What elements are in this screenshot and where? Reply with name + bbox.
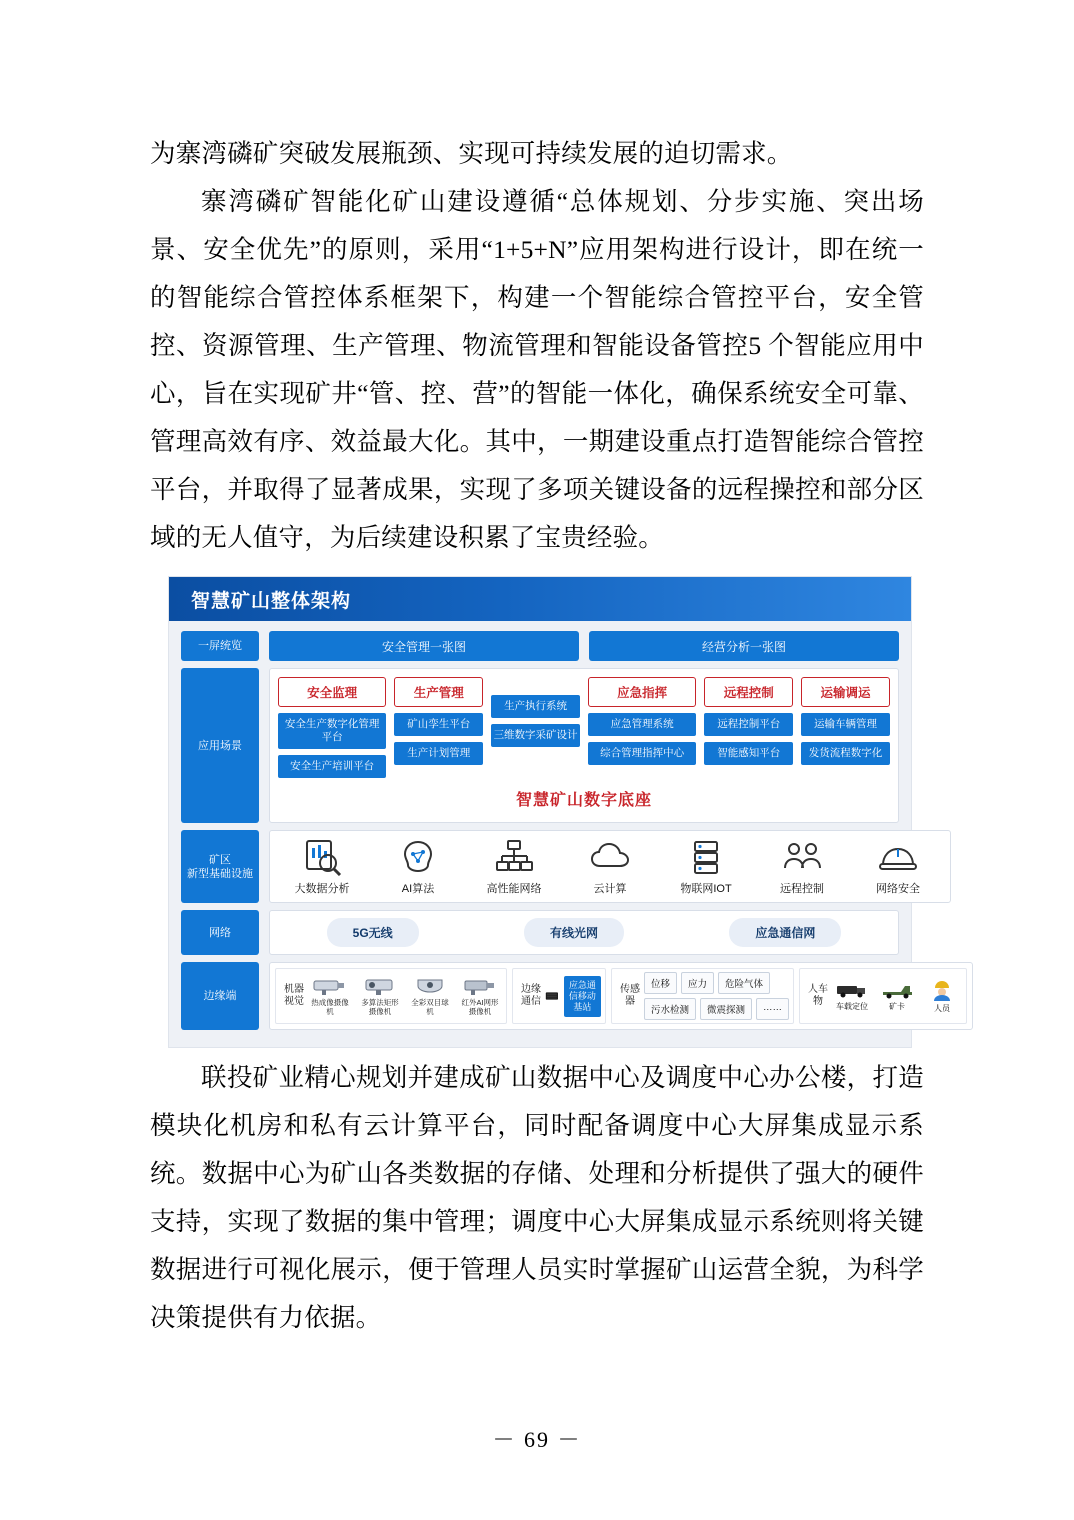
- app-col-production: [394, 677, 483, 778]
- dome-camera-icon: [360, 976, 400, 996]
- infra-item-cloud[interactable]: [562, 837, 658, 896]
- page-number: － 69 －: [492, 1427, 582, 1452]
- edge-row: [181, 962, 951, 1030]
- app-item[interactable]: 安全生产培训平台: [278, 755, 386, 778]
- network-row: [181, 910, 899, 955]
- app-item[interactable]: 综合管理指挥中心: [588, 742, 696, 765]
- edge-cell-vehicles: [799, 968, 967, 1024]
- sensor-item[interactable]: ……: [756, 998, 789, 1020]
- network-pill-emergency[interactable]: 应急通信网: [729, 918, 841, 947]
- app-item[interactable]: 生产执行系统: [491, 695, 580, 718]
- app-item[interactable]: 矿山孪生平台: [394, 713, 483, 736]
- figure-header: [169, 577, 911, 621]
- data-analysis-icon: [302, 837, 342, 877]
- worker[interactable]: [922, 979, 962, 1014]
- vehicle-label: 矿卡: [889, 1001, 906, 1011]
- architecture-figure: [168, 576, 951, 1048]
- paragraph-1: 为寨湾磷矿突破发展瓶颈、实现可持续发展的迫切需求。: [150, 139, 793, 168]
- infra-item-label: 云计算: [593, 883, 627, 895]
- sensor-item[interactable]: 应力: [681, 972, 714, 994]
- camera-label: 热成像摄像机: [311, 998, 349, 1016]
- app-head-production: 生产管理: [394, 677, 483, 707]
- overview-bar-business[interactable]: 经营分析一张图: [589, 631, 899, 661]
- ball-camera-icon: [410, 976, 450, 996]
- app-col-safety: [278, 677, 386, 778]
- app-item[interactable]: 三维数字采矿设计: [491, 724, 580, 747]
- app-col-remote: [704, 677, 793, 778]
- overview-row: [181, 631, 899, 661]
- edge-label: 边缘端: [181, 962, 259, 1030]
- infra-item-remote-control[interactable]: [754, 837, 850, 896]
- infra-item-cyber-security[interactable]: [850, 837, 946, 896]
- infrastructure-label: [181, 830, 259, 903]
- infra-item-ai-algorithm[interactable]: [370, 837, 466, 896]
- infrastructure-box: [269, 830, 951, 903]
- infrastructure-label-bottom: 新型基础设施: [187, 867, 253, 880]
- app-col-emergency: [588, 677, 696, 778]
- overview-label: 一屏统览: [181, 631, 259, 661]
- vehicle-locator[interactable]: [832, 981, 872, 1012]
- infra-item-label: 网络安全: [876, 883, 920, 895]
- digital-base-title: 智慧矿山数字底座: [515, 792, 652, 809]
- infrared-camera-icon: [460, 976, 500, 996]
- network-label: 网络: [181, 910, 259, 955]
- mine-truck[interactable]: [877, 981, 917, 1012]
- sensor-item[interactable]: 微震探测: [700, 998, 752, 1020]
- camera-dual-ball[interactable]: [408, 976, 452, 1016]
- app-head-spacer: [491, 677, 580, 689]
- app-head-remote: 远程控制: [704, 677, 793, 707]
- paragraph-2: 寨湾磷矿智能化矿山建设遵循“总体规划、分步实施、突出场景、安全优先”的原则，采用“1+5+N”应用架构进行设计，即在统一的智能综合管控体系框架下，构建一个智能综合管控平台，安全管控、资源管理、生产管理、物流管理和智能设备管控5 个智能应用中心，旨在实现矿井“管、控、营”的智能一体化，确保系统安全可靠、管理高效有序、效益最大化。其中，一期建设重点打造智能综合管控平台，并取得了显著成果，实现了多项关键设备的远程操控和部分区域的无人值守，为后续建设积累了宝贵经验。: [150, 187, 924, 552]
- infrastructure-label-top: 矿区: [209, 853, 231, 866]
- sensor-item[interactable]: 危险气体: [718, 972, 770, 994]
- infra-item-network[interactable]: [466, 837, 562, 896]
- edge-cell-sensors: [611, 968, 794, 1024]
- camera-multi-algorithm[interactable]: [358, 976, 402, 1016]
- app-head-emergency: 应急指挥: [588, 677, 696, 707]
- truck-icon: [834, 981, 870, 999]
- camera-label: 多算法矩形摄像机: [361, 998, 399, 1016]
- app-item[interactable]: 安全生产数字化管理平台: [278, 713, 386, 749]
- sensor-tag: 传感器: [620, 984, 641, 1007]
- mine-truck-icon: [879, 981, 915, 999]
- network-box: [269, 910, 899, 955]
- worker-icon: [930, 979, 954, 1001]
- server-icon: [686, 837, 726, 877]
- application-row: [181, 668, 899, 823]
- figure-body: [169, 621, 951, 1030]
- infra-item-label: 大数据分析: [294, 883, 350, 895]
- infra-item-label: 物联网IOT: [680, 883, 732, 895]
- edge-comm-tag: 边缘通信: [521, 984, 541, 1007]
- application-box: [269, 668, 899, 823]
- camera-label: 全彩双目球机: [411, 998, 449, 1016]
- app-col-production-2: [491, 677, 580, 778]
- infra-item-label: 远程控制: [780, 883, 824, 895]
- helmet-security-icon: [877, 837, 919, 877]
- edge-cell-communication: [512, 968, 606, 1024]
- network-pill-fiber[interactable]: 有线光网: [524, 918, 624, 947]
- edge-cell-vision: [275, 968, 507, 1024]
- sensor-item[interactable]: 位移: [644, 972, 677, 994]
- remote-control-icon: [780, 837, 824, 877]
- app-item[interactable]: 智能感知平台: [704, 742, 793, 765]
- network-topology-icon: [494, 837, 534, 877]
- camera-thermal[interactable]: [308, 976, 352, 1016]
- overview-bar-safety[interactable]: 安全管理一张图: [269, 631, 579, 661]
- page-content: [150, 130, 951, 1342]
- app-head-transport: 运输调运: [801, 677, 890, 707]
- app-col-transport: [801, 677, 890, 778]
- bullet-camera-icon: [310, 976, 350, 996]
- paragraph-3: 联投矿业精心规划并建成矿山数据中心及调度中心办公楼，打造模块化机房和私有云计算平台，同时配备调度中心大屏集成显示系统。数据中心为矿山各类数据的存储、处理和分析提供了强大的硬件支持，实现了数据的集中管理；调度中心大屏集成显示系统则将关键数据进行可视化展示，便于管理人员实时掌握矿山运营全貌，为科学决策提供有力依据。: [150, 1063, 924, 1332]
- infra-item-label: AI算法: [401, 883, 435, 895]
- vehicle-label: 人员: [934, 1003, 951, 1013]
- edge-gateway-icon: [545, 983, 559, 1009]
- app-item[interactable]: 运输车辆管理: [801, 713, 890, 736]
- app-item[interactable]: 生产计划管理: [394, 742, 483, 765]
- cloud-icon: [588, 837, 632, 877]
- app-item[interactable]: 应急管理系统: [588, 713, 696, 736]
- infrastructure-row: [181, 830, 920, 903]
- edge-box: [269, 962, 973, 1030]
- infra-item-label: 高性能网络: [486, 883, 542, 895]
- camera-infrared-ai[interactable]: [458, 976, 502, 1016]
- vehicle-label: 车载定位: [836, 1001, 869, 1011]
- sensor-item[interactable]: 污水检测: [644, 998, 696, 1020]
- figure-title: 智慧矿山整体架构: [191, 590, 352, 612]
- camera-label: 红外AI网形摄像机: [461, 998, 499, 1016]
- emergency-mobile-base-station-button[interactable]: 应急通信移动基站: [564, 976, 601, 1017]
- infra-item-iot[interactable]: [658, 837, 754, 896]
- app-head-safety: 安全监理: [278, 677, 386, 707]
- machine-vision-tag: 机器视觉: [284, 984, 304, 1007]
- app-item[interactable]: 发货流程数字化: [801, 742, 890, 765]
- network-pill-5g[interactable]: 5G无线: [327, 918, 419, 947]
- app-item[interactable]: 远程控制平台: [704, 713, 793, 736]
- people-vehicle-tag: 人车物: [808, 984, 829, 1007]
- application-label: 应用场景: [181, 668, 259, 823]
- infra-item-data-analysis[interactable]: [274, 837, 370, 896]
- ai-algorithm-icon: [398, 837, 438, 877]
